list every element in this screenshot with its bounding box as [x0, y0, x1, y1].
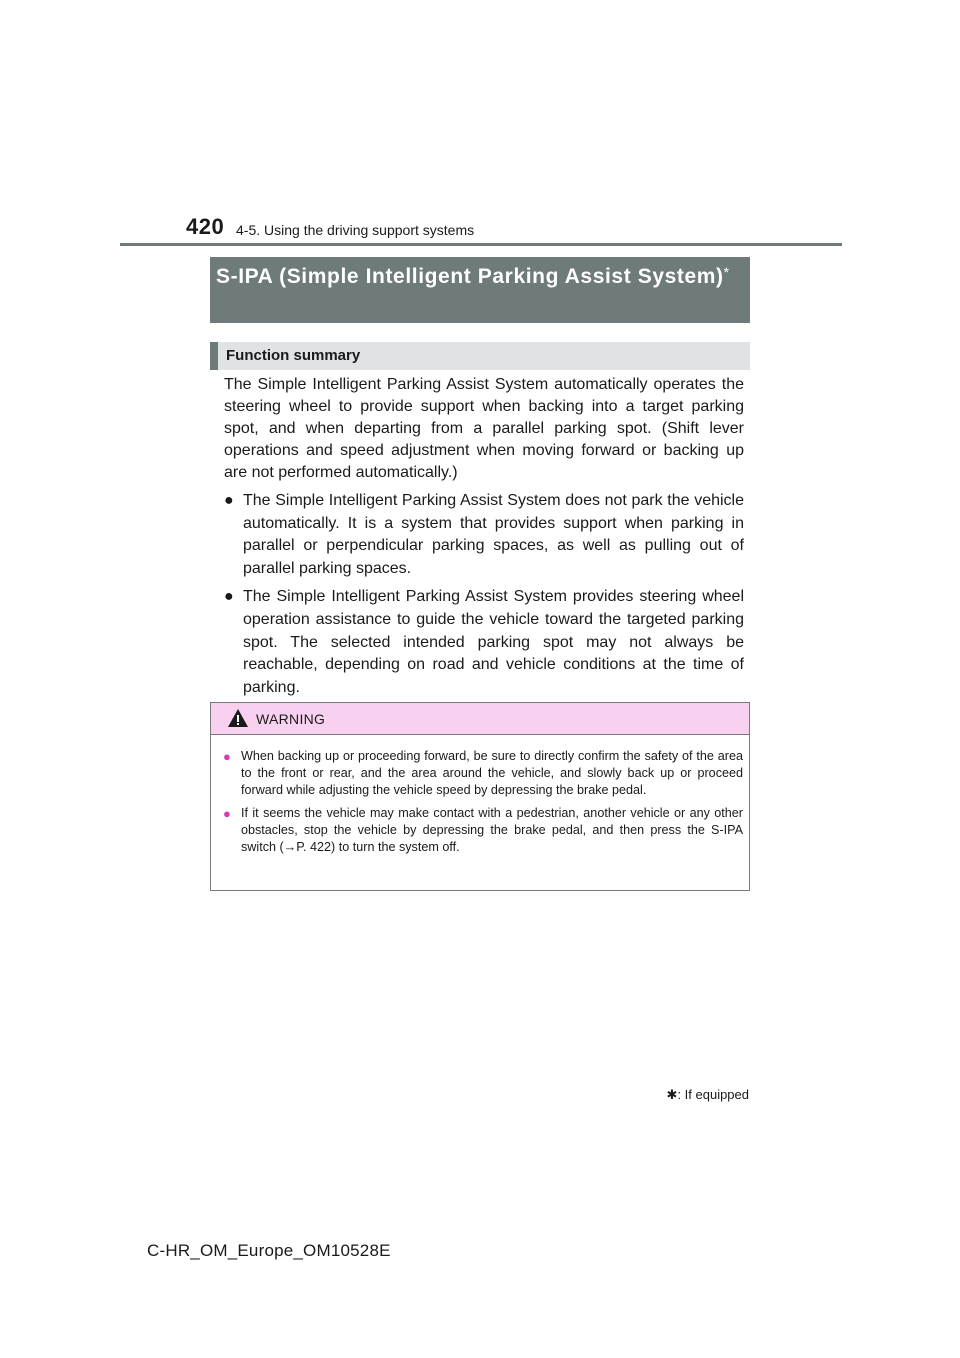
warning-list — [211, 735, 749, 856]
body-text — [224, 374, 744, 699]
bullet-list — [224, 490, 744, 699]
bullet-text: The Simple Intelligent Parking Assist System provides steering wheel operation assistance to guide the vehicle toward the targeted parking spot. The selected intended parking spot may not always be reachable, depending on road and vehicle conditions at the time of parking. — [243, 588, 744, 696]
bullet-icon: ● — [224, 492, 234, 509]
warning-text: When backing up or proceeding forward, be sure to directly confirm the safety of the area to the front or rear, and the area around the vehicle, and slowly back up or proceed forward while adjusting the vehicle speed by depressing the brake pedal. — [241, 749, 743, 797]
intro-paragraph: The Simple Intelligent Parking Assist System automatically operates the steering wheel to provide support when backing into a target parking spot, and when departing from a parallel parking spot. (Shift lever operations and speed adjustment when moving forward or backing up are not performed automatically.) — [224, 376, 744, 481]
list-item — [223, 748, 743, 799]
list-item — [224, 490, 744, 580]
warning-header — [211, 703, 749, 735]
page-title — [210, 257, 750, 323]
page-title-text: S-IPA (Simple Intelligent Parking Assist System) — [216, 265, 724, 288]
list-item — [224, 586, 744, 699]
page-number: 420 — [186, 214, 225, 239]
warning-box — [210, 702, 750, 891]
section-label: 4-5. Using the driving support systems — [236, 222, 475, 238]
bullet-icon: ● — [224, 588, 234, 606]
warning-text: If it seems the vehicle may make contact with a pedestrian, another vehicle or any other obstacles, stop the vehicle by depressing the brake pedal, and then press the S-IPA switch (→P. 422) to turn the system off. — [241, 806, 743, 854]
header-rule — [120, 243, 842, 246]
bullet-icon: ● — [223, 806, 231, 821]
bullet-text: The Simple Intelligent Parking Assist System does not park the vehicle automatically. It is a system that provides support when parking in parallel or perpendicular parking spaces, as well as pulling out of parallel parking spaces. — [243, 492, 744, 577]
title-footnote-marker: * — [723, 264, 730, 280]
list-item — [223, 805, 743, 856]
footnote: ✱: If equipped — [666, 1087, 749, 1102]
document-code: C-HR_OM_Europe_OM10528E — [147, 1241, 391, 1260]
warning-label: WARNING — [256, 711, 326, 727]
warning-triangle-icon — [227, 708, 249, 728]
subheading: Function summary — [210, 342, 750, 370]
bullet-icon: ● — [223, 749, 231, 764]
